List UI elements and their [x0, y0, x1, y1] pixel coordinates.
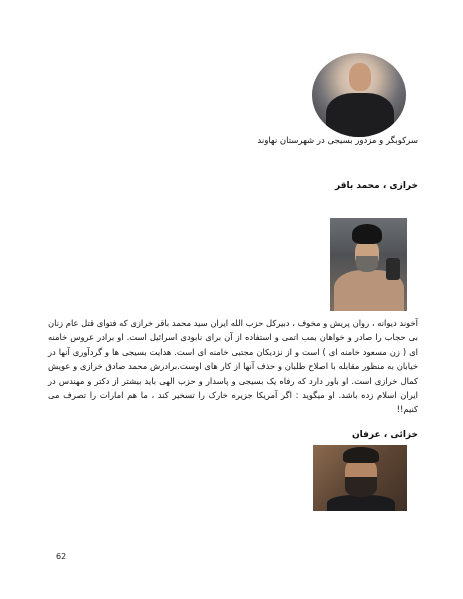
microphone-icon [386, 258, 400, 280]
photo-caption: سرکوبگر و مزدور بسیجی در شهرستان نهاوند [257, 136, 418, 146]
portrait-beard-shape [345, 477, 377, 497]
portrait-head-shape [349, 63, 371, 91]
portrait-photo-selfie [313, 445, 407, 511]
page-number: 62 [56, 552, 67, 561]
profile-heading: خرازی ، محمد باقر [335, 181, 418, 191]
portrait-beard-shape [356, 256, 378, 272]
profile-heading-2: خزائی ، عرفان [351, 430, 418, 440]
portrait-body-shape [326, 93, 394, 137]
portrait-turban-shape [352, 224, 382, 244]
profile-paragraph: آخوند دیوانه ، روان پریش و مخوف ، دبیرکل حزب الله ایران سید محمد باقر خرازی که فتوای قتل عام زنان بی حجاب را صادر و خواهان بمب اتمی و استفاده از آن برای نابودی اسرائیل است. او برادر عروس خامنه ای ( زن مسعود خامنه ای ) است و از نزدیکان مجتبی خامنه ای است. هدایت بسیجی ها و گردآوری آنها در خیابان به منظور مقابله با اصلاح طلبان و حذف آنها از کار های اوست.برادرش محمد صادق خرازی و عویش کمال خرازی است. او باور دارد که رفاه یک بسیجی و پاسدار و حزب الهی باید بیشتر از دکتر و مهندس در ایران اسلام زده باشد. او میگوید : اگر آمریکا جزیره خارک را تسخیر کند ، ما هم امارات را تصرف می کنیم!! [48, 318, 418, 415]
portrait-hair-shape [343, 447, 379, 463]
portrait-photo-circular [312, 53, 406, 137]
portrait-photo-cleric [330, 218, 407, 311]
portrait-shirt-shape [327, 495, 395, 511]
